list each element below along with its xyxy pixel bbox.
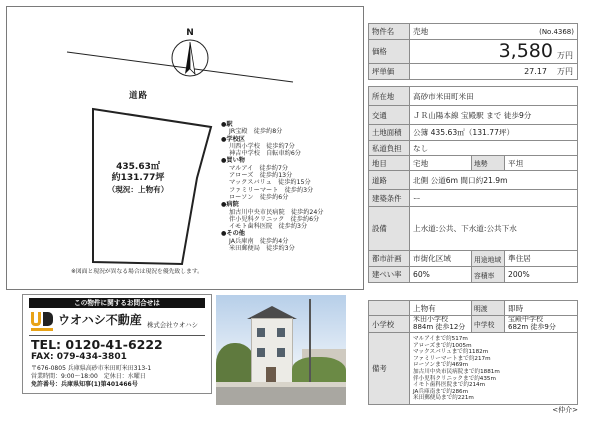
company-legal-name: 株式会社ウオハシ: [147, 321, 198, 329]
facility-item: マルアイ 徒歩約7分: [229, 164, 289, 172]
label-property-name: 物件名: [369, 24, 410, 39]
elementary-school-distance: 884m 徒歩12分: [413, 323, 466, 331]
facility-heading-hospital: ●病院: [221, 201, 239, 209]
label-road: 道路: [369, 171, 410, 189]
label-utilities: 設備: [369, 207, 410, 250]
nearby-facilities: [221, 121, 357, 252]
remarks-line: マックスバリュまで約1182m: [413, 349, 489, 356]
label-address: 所在地: [369, 87, 410, 105]
row-access: [368, 106, 578, 125]
broker-label: <仲介>: [552, 406, 578, 414]
row-land-area: [368, 125, 578, 141]
compass-needle: [185, 42, 190, 74]
value-remarks: [410, 333, 577, 404]
facility-item: JA兵庫南 徒歩約4分: [229, 237, 289, 245]
lot-area-sqm: 435.63㎡: [116, 162, 160, 172]
label-junior-high-school: 中学校: [472, 316, 505, 332]
road-label: 道路: [129, 91, 149, 101]
remarks-line: アローズまで約1005m: [413, 342, 472, 349]
row-city-planning: [368, 251, 578, 267]
value-building-condition: ー: [413, 193, 421, 203]
photo-window: [257, 328, 265, 337]
facility-item: マックスバリュ 徒歩約15分: [229, 179, 311, 187]
row-building-condition: [368, 190, 578, 207]
company-logo-icon: [31, 312, 53, 332]
value-elementary-school: [410, 316, 472, 332]
remarks-line: イモト歯科医院まで約214m: [413, 382, 486, 389]
label-price: 価格: [369, 40, 410, 63]
junior-high-school-distance: 682m 徒歩9分: [508, 323, 556, 331]
road-boundary-line: [67, 52, 293, 82]
label-access: 交通: [369, 106, 410, 124]
business-hours: 営業時間：9:00〜18:00 定休日：水曜日: [31, 373, 146, 380]
photo-road: [216, 387, 346, 405]
label-city-planning: 都市計画: [369, 251, 410, 266]
value-city-planning: 市街化区域: [410, 251, 472, 266]
facility-item: 米田郵便局 徒歩約3分: [229, 245, 295, 253]
label-remarks: 備考: [369, 333, 410, 404]
value-land-category: 宅地: [410, 156, 472, 170]
value-zoning: 準住居: [508, 254, 531, 263]
label-handover: 明渡: [472, 301, 505, 315]
row-tsubo-price: [368, 64, 578, 80]
price-unit: 万円: [557, 51, 573, 60]
photo-window: [257, 348, 265, 357]
value-junior-high-school: [505, 316, 577, 332]
phone-number: TEL: 0120-41-6222: [31, 337, 163, 352]
value-address: 高砂市米田町米田: [413, 91, 474, 101]
compass-needle-outline: [190, 42, 195, 74]
lot-status: （現況：上物有）: [107, 185, 169, 194]
facility-item: イモト歯科医院 徒歩約3分: [229, 223, 308, 231]
value-road: 北側 公道6m 間口約21.9m: [413, 175, 508, 185]
value-price: [410, 40, 577, 63]
facility-item: 加古川中央市民病院 徒歩約24分: [229, 208, 324, 216]
label-terrain: 地勢: [472, 156, 505, 170]
facility-item: 川西小学校 徒歩約7分: [229, 142, 295, 150]
tsubo-price-unit: 万円: [557, 67, 573, 76]
label-land-area: 土地面積: [369, 125, 410, 140]
remarks-line: 伴小児科クリニックまで約435m: [413, 375, 496, 382]
tsubo-price-amount: 27.17: [524, 67, 547, 76]
row-property-name: [368, 23, 578, 40]
row-price: [368, 40, 578, 64]
label-coverage: 建ぺい率: [369, 267, 410, 282]
property-photo: [216, 295, 346, 405]
row-land-category: [368, 156, 578, 171]
label-building-condition: 建築条件: [369, 190, 410, 206]
row-coverage: [368, 267, 578, 283]
label-floor-area-ratio: 容積率: [472, 267, 505, 282]
contact-box: [22, 294, 212, 394]
license-number: 免許番号：兵庫県知事(1)第401466号: [31, 381, 138, 388]
company-name: ウオハシ不動産: [58, 313, 142, 327]
elementary-school-name: 米田小学校: [413, 316, 448, 324]
value-utilities: 上水道:公共、下水道:公共下水: [413, 224, 517, 233]
value-handover: 即時: [508, 303, 524, 313]
label-zoning: 用途地域: [472, 251, 505, 266]
row-status: [368, 300, 578, 316]
facility-item: JR宝殿 徒歩約8分: [229, 128, 283, 136]
facility-item: 神吉中学校 自転車約6分: [229, 150, 301, 158]
lot-info: [83, 162, 193, 195]
facility-item: ローソン 徒歩約6分: [229, 193, 289, 201]
facility-item: アローズ 徒歩約13分: [229, 172, 293, 180]
map-disclaimer-note: ※図面と現況が異なる場合は現況を優先致します。: [71, 269, 203, 275]
row-road: [368, 171, 578, 190]
fax-number: FAX: 079-434-3801: [31, 352, 127, 362]
label-land-category: 地目: [369, 156, 410, 170]
value-land-area: 公簿 435.63㎡（131.77坪）: [413, 128, 515, 137]
property-number: (No.4368): [539, 27, 574, 36]
junior-high-school-name: 宝殿中学校: [508, 316, 543, 324]
value-private-road: なし: [413, 143, 429, 153]
value-terrain: 平坦: [508, 158, 524, 168]
label-status: [369, 301, 410, 315]
label-private-road: 私道負担: [369, 141, 410, 155]
facility-item: 伴小児科クリニック 徒歩約6分: [229, 215, 320, 223]
photo-utility-pole: [309, 299, 311, 389]
remarks-line: ファミリーマートまで約217m: [413, 355, 491, 362]
facility-heading-station: ●駅: [221, 121, 233, 128]
contact-header: この物件に関するお問合せは: [29, 298, 205, 308]
label-elementary-school: 小学校: [369, 316, 410, 332]
remarks-line: マルアイまで約517m: [413, 336, 468, 342]
label-tsubo-price: 坪単価: [369, 64, 410, 79]
facility-heading-shopping: ●買い物: [221, 157, 245, 165]
value-tsubo-price: [410, 64, 577, 79]
row-private-road: [368, 141, 578, 156]
value-floor-area-ratio: 200%: [508, 270, 530, 279]
facility-item: ファミリーマート 徒歩約3分: [229, 186, 314, 194]
value-status: 上物有: [410, 301, 472, 315]
remarks-line: 加古川中央市民病院まで約1881m: [413, 368, 500, 375]
company-address: 〒676-0805 兵庫県高砂市米田町米田313-1: [31, 365, 152, 372]
value-property-name: [410, 24, 577, 39]
property-details-table: [368, 0, 578, 406]
photo-window: [277, 348, 285, 357]
photo-window: [277, 328, 285, 337]
compass-north-label: N: [186, 28, 194, 38]
value-coverage: 60%: [410, 267, 472, 282]
row-utilities: [368, 207, 578, 251]
row-address: [368, 86, 578, 106]
facility-heading-other: ●その他: [221, 230, 245, 238]
remarks-line: JA兵庫南まで約286m: [413, 388, 469, 395]
row-schools: [368, 316, 578, 333]
contact-divider: [29, 335, 205, 336]
remarks-line: 米田郵便局まで約221m: [413, 395, 474, 402]
lot-area-tsubo: 約131.77坪: [111, 173, 165, 183]
price-amount: 3,580: [498, 40, 553, 62]
site-map: [6, 6, 364, 290]
value-access: ＪＲ山陽本線 宝殿駅 まで 徒歩9分: [413, 110, 532, 120]
facility-heading-school-district: ●学校区: [221, 135, 245, 143]
property-type: 売地: [413, 27, 429, 36]
row-remarks: [368, 333, 578, 405]
remarks-line: ローソンまで約469m: [413, 362, 469, 369]
